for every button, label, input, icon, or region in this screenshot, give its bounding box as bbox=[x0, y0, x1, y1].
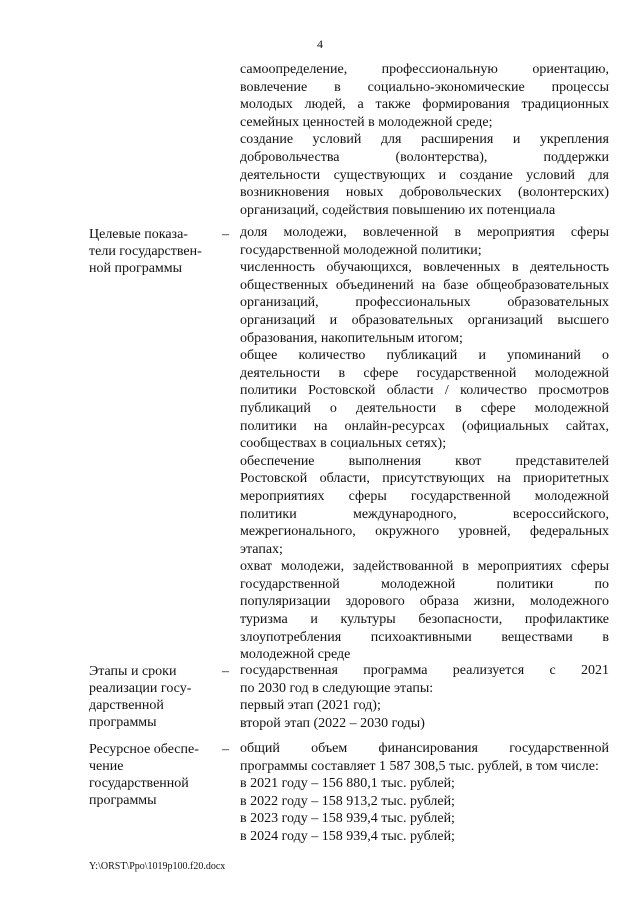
text-line: мероприятиях сферы государственной молодежной bbox=[240, 488, 609, 504]
section-content-stages bbox=[240, 662, 609, 732]
text-line: деятельности существующих и создание условий для bbox=[240, 167, 609, 183]
text-line: в 2022 году – 158 913,2 тыс. рублей; bbox=[240, 793, 455, 809]
label-line: дарственной bbox=[89, 698, 164, 713]
text-line: злоупотребления психоактивными веществами в bbox=[240, 629, 609, 645]
text-line: молодежной среде bbox=[240, 647, 351, 663]
dash-separator: – bbox=[222, 227, 229, 242]
page-number: 4 bbox=[317, 37, 323, 51]
text-line: межрегионального, окружного уровней, федеральных bbox=[240, 524, 609, 540]
section-content-target-indicators bbox=[240, 224, 609, 664]
label-line: программы bbox=[89, 793, 157, 808]
text-line: охват молодежи, задействованной в мероприятиях сферы bbox=[240, 559, 609, 575]
text-line: семейных ценностей в молодежной среде; bbox=[240, 114, 493, 130]
text-line: образования, накопительным итогом; bbox=[240, 330, 463, 346]
text-line: государственная программа реализуется с 2021 bbox=[240, 663, 609, 678]
text-line: добровольчества (волонтерства), поддержки bbox=[240, 149, 609, 165]
text-line: политики Ростовской области / количество просмотров bbox=[240, 383, 609, 399]
text-line: программы составляет 1 587 308,5 тыс. рублей, в том числе: bbox=[240, 758, 599, 774]
label-line: Этапы и сроки bbox=[89, 664, 177, 679]
text-line: самоопределение, профессиональную ориентацию, bbox=[240, 62, 609, 77]
text-line: публикаций о деятельности в сфере молодежной bbox=[240, 400, 609, 416]
text-line: в 2023 году – 158 939,4 тыс. рублей; bbox=[240, 811, 455, 827]
section-content-resources bbox=[240, 740, 609, 846]
text-line: общественных объединений на базе общеобразовательных bbox=[240, 277, 609, 293]
text-line: второй этап (2022 – 2030 годы) bbox=[240, 715, 425, 731]
text-line: деятельности в сфере государственной молодежной bbox=[240, 365, 609, 381]
text-line: вовлечение в социально-экономические процессы bbox=[240, 79, 609, 95]
label-line: ной программы bbox=[89, 261, 183, 276]
text-line: возникновения новых добровольческих (волонтерских) bbox=[240, 185, 609, 201]
text-line: создание условий для расширения и укрепления bbox=[240, 132, 609, 148]
text-line: Ростовской области, присутствующих на приоритетных bbox=[240, 471, 609, 487]
text-line: политики на онлайн-ресурсах (официальных сайтах, bbox=[240, 418, 609, 434]
text-line: молодых людей, а также формирования традиционных bbox=[240, 97, 609, 113]
label-line: реализации госу- bbox=[89, 681, 192, 696]
section-label-stages bbox=[89, 663, 207, 731]
text-line: этапах; bbox=[240, 541, 283, 557]
text-line: в 2024 году – 158 939,4 тыс. рублей; bbox=[240, 828, 455, 844]
label-line: государственной bbox=[89, 776, 189, 791]
text-line: государственной молодежной политики; bbox=[240, 242, 482, 258]
text-line: популяризации здорового образа жизни, молодежного bbox=[240, 594, 609, 610]
label-line: Ресурсное обеспе- bbox=[89, 742, 199, 757]
section-label-target-indicators bbox=[89, 226, 207, 277]
text-line: политики международного, всероссийского, bbox=[240, 506, 609, 522]
label-line: чение bbox=[89, 759, 124, 774]
text-line: в 2021 году – 156 880,1 тыс. рублей; bbox=[240, 776, 455, 792]
label-line: Целевые показа- bbox=[89, 227, 188, 242]
label-line: тели государствен- bbox=[89, 244, 202, 259]
dash-separator: – bbox=[222, 742, 229, 757]
label-line: программы bbox=[89, 715, 157, 730]
text-line: общее количество публикаций и упоминаний о bbox=[240, 348, 609, 364]
text-line: организаций, профессиональных образовательных bbox=[240, 295, 609, 311]
text-line: доля молодежи, вовлеченной в мероприятия сферы bbox=[240, 225, 609, 240]
footer-file-path: Y:\ORST\Ppo\1019p100.f20.docx bbox=[89, 861, 226, 872]
text-line: государственной молодежной политики по bbox=[240, 576, 609, 592]
text-line: сообществах в социальных сетях); bbox=[240, 436, 447, 452]
text-line: организаций и образовательных организаций высшего bbox=[240, 312, 609, 328]
text-line: организаций, содействия повышению их потенциала bbox=[240, 202, 556, 218]
continuation-text bbox=[240, 61, 609, 219]
text-line: первый этап (2021 год); bbox=[240, 698, 381, 714]
text-line: туризма и культуры безопасности, профилактике bbox=[240, 612, 609, 628]
text-line: общий объем финансирования государственной bbox=[240, 741, 609, 756]
text-line: обеспечение выполнения квот представителей bbox=[240, 453, 609, 469]
text-line: численность обучающихся, вовлеченных в деятельность bbox=[240, 260, 609, 276]
text-line: по 2030 год в следующие этапы: bbox=[240, 680, 434, 696]
section-label-resources bbox=[89, 741, 207, 809]
dash-separator: – bbox=[222, 664, 229, 679]
